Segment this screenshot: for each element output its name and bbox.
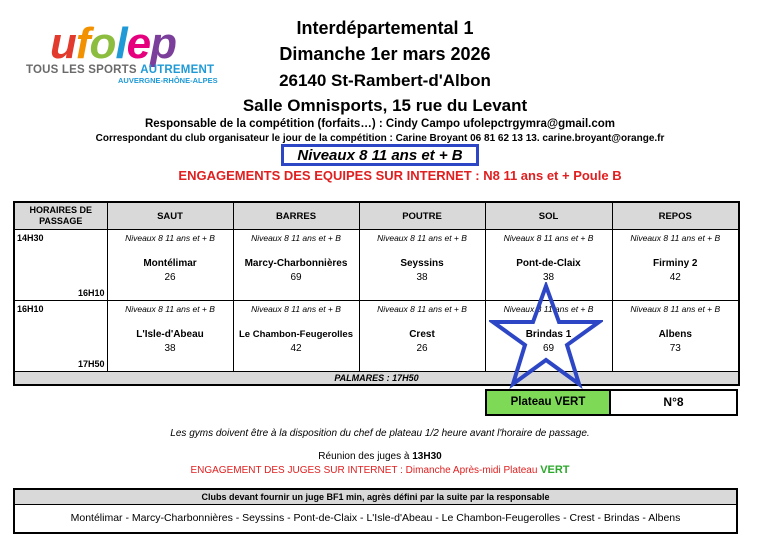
competition-title: Interdépartemental 1 bbox=[296, 18, 474, 38]
column-header-poutre: POUTRE bbox=[359, 202, 485, 230]
time-slot bbox=[14, 301, 107, 372]
table-row bbox=[14, 230, 739, 301]
logo-letter: e bbox=[126, 19, 151, 68]
cell-dept: 26 bbox=[416, 343, 428, 354]
juges-plateau: VERT bbox=[540, 464, 570, 476]
cell-level: Niveaux 8 11 ans et + B bbox=[630, 233, 721, 243]
logo-letter: f bbox=[75, 19, 90, 68]
engagements-line: ENGAGEMENTS DES EQUIPES SUR INTERNET : N8 11 ans et + Poule B bbox=[178, 168, 622, 183]
cell-club: Crest bbox=[409, 329, 435, 340]
cell-dept: 69 bbox=[290, 272, 302, 283]
cell-dept: 73 bbox=[669, 343, 681, 354]
column-header-barres: BARRES bbox=[233, 202, 359, 230]
competition-city: 26140 St-Rambert-d'Albon bbox=[279, 71, 491, 90]
cell-dept: 38 bbox=[416, 272, 428, 283]
cell-dept: 26 bbox=[164, 272, 176, 283]
logo-letter: l bbox=[115, 19, 127, 68]
logo-letter: p bbox=[150, 19, 177, 68]
rotation-cell bbox=[612, 230, 739, 301]
schedule-table bbox=[13, 201, 740, 386]
cell-level: Niveaux 8 11 ans et + B bbox=[503, 233, 594, 243]
clubs-box bbox=[13, 488, 738, 534]
rotation-cell bbox=[612, 301, 739, 372]
clubs-title: Clubs devant fournir un juge BF1 min, agrès défini par la suite par la responsable bbox=[15, 490, 736, 505]
cell-level: Niveaux 8 11 ans et + B bbox=[251, 304, 341, 314]
table-header-row bbox=[14, 202, 739, 230]
juges-text: ENGAGEMENT DES JUGES SUR INTERNET : Dimanche Après-midi Plateau bbox=[190, 465, 541, 476]
reunion-prefix: Réunion des juges à bbox=[318, 451, 413, 462]
cell-club: Montélimar bbox=[143, 258, 197, 269]
palmares-cell: PALMARES : 17H50 bbox=[14, 372, 739, 386]
cell-level: Niveaux 8 11 ans et + B bbox=[125, 233, 215, 243]
reunion-line bbox=[40, 451, 720, 462]
logo-region: AUVERGNE-RHÔNE-ALPES bbox=[118, 76, 218, 85]
table-row bbox=[14, 301, 739, 372]
logo-letter: u bbox=[50, 19, 76, 68]
rotation-cell bbox=[107, 301, 233, 372]
reunion-time: 13H30 bbox=[412, 451, 442, 462]
cell-dept: 38 bbox=[164, 343, 176, 354]
time-end: 17H50 bbox=[77, 359, 105, 369]
cell-dept: 42 bbox=[669, 272, 681, 283]
juges-line bbox=[40, 464, 720, 476]
rotation-cell bbox=[233, 301, 359, 372]
rotation-cell bbox=[233, 230, 359, 301]
star-icon bbox=[489, 282, 603, 390]
cell-level: Niveaux 8 11 ans et + B bbox=[377, 304, 467, 314]
cell-club: Albens bbox=[658, 329, 692, 340]
time-end: 16H10 bbox=[77, 288, 105, 298]
cell-level: Niveaux 8 11 ans et + B bbox=[251, 233, 341, 243]
cell-club: Firminy 2 bbox=[653, 258, 698, 269]
cell-dept: 42 bbox=[290, 343, 302, 354]
time-start: 14H30 bbox=[17, 233, 44, 243]
gyms-note: Les gyms doivent être à la disposition du chef de plateau 1/2 heure avant l'horaire de passage. bbox=[170, 428, 590, 439]
correspondant-line: Correspondant du club organisateur le jour de la compétition : Carine Broyant 06 81 62 13 13. carine.broyant@orange.fr bbox=[95, 133, 665, 144]
cell-club: L'Isle-d'Abeau bbox=[136, 329, 204, 340]
logo-letter: o bbox=[89, 19, 116, 68]
competition-date: Dimanche 1er mars 2026 bbox=[279, 44, 491, 64]
cell-dept: 38 bbox=[542, 272, 555, 283]
cell-level: Niveaux 8 11 ans et + B bbox=[125, 304, 215, 314]
rotation-cell bbox=[107, 230, 233, 301]
plateau-label: Plateau VERT bbox=[485, 389, 611, 416]
time-start: 16H10 bbox=[17, 304, 44, 314]
cell-level: Niveaux 8 11 ans et + B bbox=[630, 304, 721, 314]
cell-club: Le Chambon-Feugerolles bbox=[238, 329, 353, 340]
rotation-cell bbox=[359, 301, 485, 372]
column-header-repos: REPOS bbox=[612, 202, 739, 230]
cell-dept: 69 bbox=[542, 343, 555, 354]
cell-club: Brindas 1 bbox=[525, 329, 572, 340]
time-slot bbox=[14, 230, 107, 301]
cell-club: Pont-de-Claix bbox=[516, 258, 581, 269]
cell-club: Marcy-Charbonnières bbox=[244, 258, 348, 269]
rotation-cell bbox=[359, 230, 485, 301]
column-header-sol: SOL bbox=[485, 202, 612, 230]
plateau-number: N°8 bbox=[611, 389, 738, 416]
time-column-header: HORAIRES DE PASSAGE bbox=[14, 202, 107, 230]
palmares-row bbox=[14, 372, 739, 386]
competition-venue: Salle Omnisports, 15 rue du Levant bbox=[242, 96, 528, 115]
clubs-list: Montélimar - Marcy-Charbonnières - Seyssins - Pont-de-Claix - L'Isle-d'Abeau - Le Chambon-Feugerolles - Crest - Brindas - Albens bbox=[70, 512, 681, 524]
cell-club: Seyssins bbox=[400, 258, 444, 269]
niveau-box: Niveaux 8 11 ans et + B bbox=[281, 144, 479, 166]
cell-level: Niveaux 8 11 ans et + B bbox=[377, 233, 467, 243]
cell-level: Niveaux 8 11 ans et + B bbox=[503, 304, 594, 314]
logo-tagline: TOUS LES SPORTS AUTREMENT bbox=[26, 64, 215, 76]
responsable-line: Responsable de la compétition (forfaits…) : Cindy Campo ufolepctrgymra@gmail.com bbox=[144, 118, 615, 130]
column-header-saut: SAUT bbox=[107, 202, 233, 230]
